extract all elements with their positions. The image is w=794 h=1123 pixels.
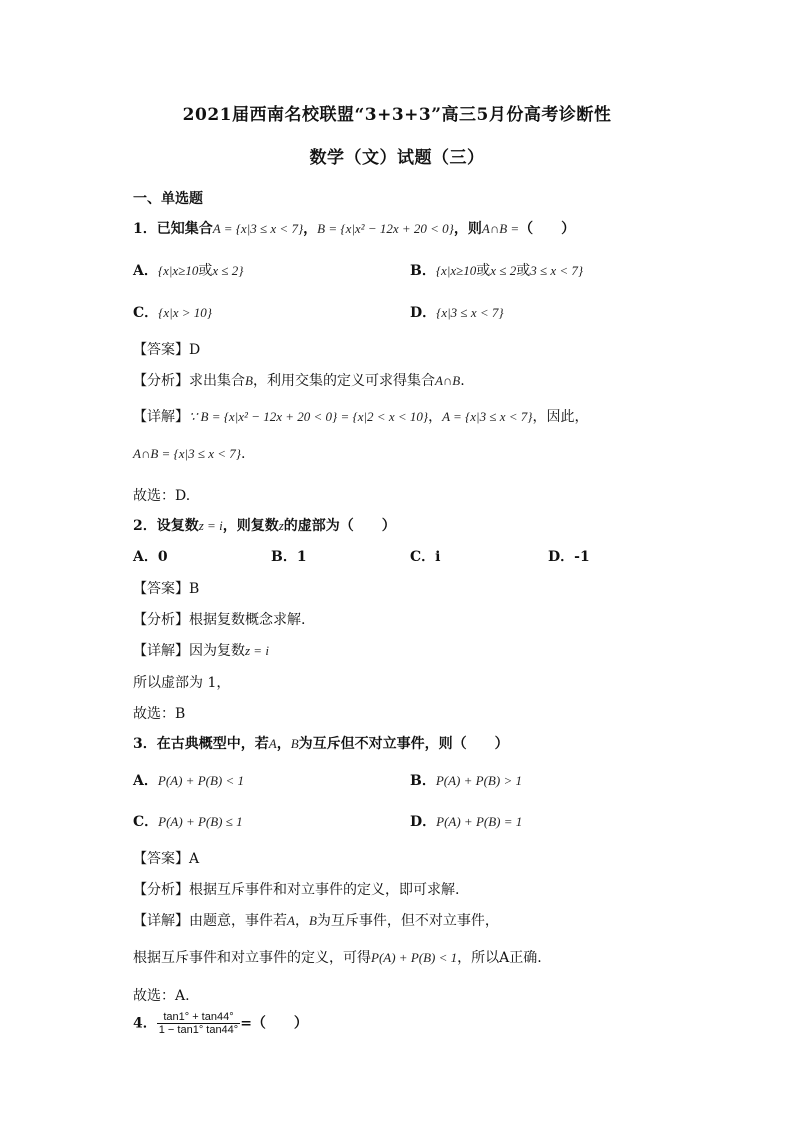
q2-option-a: A．0 xyxy=(133,549,168,565)
detail-text: ，所以A正确. xyxy=(457,950,542,966)
answer-value: B xyxy=(189,581,200,597)
answer-value: A xyxy=(189,851,200,867)
q4-stem xyxy=(133,1011,308,1036)
detail-tag: 【详解】 xyxy=(133,409,189,425)
q2-answer xyxy=(133,578,199,598)
option-math: 3 ≤ x < 7} xyxy=(530,263,584,278)
option-label: D． xyxy=(410,305,437,321)
q1-stem-text: 1．已知集合 xyxy=(133,221,213,237)
detail-text: 因为复数 xyxy=(189,643,245,659)
q1-answer xyxy=(133,339,200,359)
q1-option-b xyxy=(410,260,583,280)
q3-option-b xyxy=(410,770,522,790)
q1-option-d xyxy=(410,302,504,322)
q1-set-b: B = {x|x² − 12x + 20 < 0} xyxy=(317,221,454,236)
q3-analysis xyxy=(133,879,459,899)
q2-stem-text: 2．设复数 xyxy=(133,518,199,534)
q1-option-c xyxy=(133,302,212,322)
detail-text: ， xyxy=(294,913,309,929)
q1-detail xyxy=(133,406,588,426)
option-math: P(A) + P(B) = 1 xyxy=(436,814,523,829)
option-label: C． xyxy=(133,305,159,321)
q2-math: z xyxy=(278,518,284,533)
option-math: {x|x≥10 xyxy=(157,263,199,278)
analysis-text: 根据互斥事件和对立事件的定义，即可求解. xyxy=(189,882,460,898)
section-heading: 一、单选题 xyxy=(133,191,203,207)
analysis-math: B xyxy=(245,373,253,388)
q2-stem-text: 的虚部为（ ） xyxy=(283,518,396,534)
q1-analysis xyxy=(133,370,465,390)
q3-math: B xyxy=(290,736,299,751)
q3-option-c xyxy=(133,811,243,831)
option-text: 或 xyxy=(198,263,213,279)
detail-math: ∵ B = {x|x² − 12x + 20 < 0} = {x|2 < x < 10} xyxy=(189,409,429,424)
detail-text: ， xyxy=(428,409,443,425)
q3-math: A xyxy=(268,736,277,751)
option-math: {x|x > 10} xyxy=(158,305,212,320)
analysis-text: 根据复数概念求解. xyxy=(189,612,306,628)
option-math: x ≤ 2 xyxy=(490,263,517,278)
analysis-tag: 【分析】 xyxy=(133,373,189,389)
q1-intersection: A∩B = xyxy=(481,221,520,236)
q1-option-a xyxy=(133,260,243,280)
q3-stem xyxy=(133,733,509,753)
option-label: A． xyxy=(133,773,158,789)
q1-stem xyxy=(133,218,575,238)
option-label: A． xyxy=(133,263,158,279)
q4-label: 4． xyxy=(133,1015,157,1032)
q3-stem-text: 为互斥但不对立事件，则（ ） xyxy=(298,736,509,752)
q2-detail-line2: 所以虚部为 1， xyxy=(133,675,231,691)
q3-option-d xyxy=(410,811,522,831)
answer-tag: 【答案】 xyxy=(133,581,189,597)
option-label: B． xyxy=(410,773,436,789)
detail-math: A = {x|3 ≤ x < 7} xyxy=(442,409,533,424)
option-math: {x|x≥10 xyxy=(435,263,477,278)
q3-option-a xyxy=(133,770,244,790)
option-label: B． xyxy=(410,263,436,279)
paper-title-line2: 数学（文）试题（三） xyxy=(309,148,485,168)
fraction-numerator: tan1° + tan44° xyxy=(157,1011,240,1024)
detail-math: B xyxy=(308,913,317,928)
q2-math: z = i xyxy=(198,518,223,533)
q3-choice: 故选：A. xyxy=(133,988,190,1004)
option-math: P(A) + P(B) > 1 xyxy=(435,773,522,788)
q3-detail-line2 xyxy=(133,947,542,967)
detail-text: ，因此， xyxy=(532,409,589,425)
q2-detail xyxy=(133,640,269,660)
analysis-tag: 【分析】 xyxy=(133,882,189,898)
detail-math: z = i xyxy=(245,643,269,658)
analysis-math: A∩B xyxy=(434,373,461,388)
q1-then: ，则 xyxy=(453,221,482,237)
detail-math: P(A) + P(B) < 1 xyxy=(371,950,458,965)
analysis-text: 求出集合 xyxy=(189,373,245,389)
detail-math: A xyxy=(287,913,295,928)
q3-answer xyxy=(133,848,199,868)
fraction-denominator: 1 − tan1° tan44° xyxy=(158,1024,239,1036)
option-label: C． xyxy=(133,814,159,830)
option-text: 或 xyxy=(516,263,531,279)
q1-sep: ， xyxy=(303,221,318,237)
detail-text: 由题意，事件若 xyxy=(189,913,287,929)
analysis-tag: 【分析】 xyxy=(133,612,189,628)
q2-stem xyxy=(133,515,396,535)
detail-text: 为互斥事件，但不对立事件， xyxy=(316,913,499,929)
detail-text: 根据互斥事件和对立事件的定义，可得 xyxy=(133,950,371,966)
option-text: 或 xyxy=(476,263,491,279)
option-math: x ≤ 2} xyxy=(212,263,244,278)
q1-detail-cont xyxy=(133,446,245,462)
option-label: D． xyxy=(410,814,437,830)
q3-stem-text: 3．在古典概型中，若 xyxy=(133,736,269,752)
q2-analysis xyxy=(133,609,305,629)
detail-tag: 【详解】 xyxy=(133,913,189,929)
option-math: P(A) + P(B) < 1 xyxy=(157,773,244,788)
q4-fraction xyxy=(157,1011,240,1036)
q4-blank: =（ ） xyxy=(240,1015,308,1032)
option-math: {x|3 ≤ x < 7} xyxy=(436,305,504,320)
detail-text: . xyxy=(240,446,246,462)
q2-option-c: C．i xyxy=(410,549,441,565)
option-math: P(A) + P(B) ≤ 1 xyxy=(158,814,243,829)
answer-tag: 【答案】 xyxy=(133,851,189,867)
q1-blank: （ ） xyxy=(519,221,576,237)
analysis-text: ，利用交集的定义可求得集合 xyxy=(252,373,435,389)
q3-detail xyxy=(133,910,499,930)
q1-set-a: A = {x|3 ≤ x < 7} xyxy=(212,221,304,236)
q2-stem-text: ，则复数 xyxy=(222,518,279,534)
answer-tag: 【答案】 xyxy=(133,342,189,358)
q1-choice: 故选：D. xyxy=(133,488,191,504)
q2-option-d: D．-1 xyxy=(548,549,590,565)
q2-choice: 故选：B xyxy=(133,706,186,722)
detail-math: A∩B = {x|3 ≤ x < 7} xyxy=(133,446,241,461)
answer-value: D xyxy=(189,342,201,358)
paper-title-line1: 2021届西南名校联盟“3+3+3”高三5月份高考诊断性 xyxy=(182,105,612,125)
analysis-text: . xyxy=(460,373,465,389)
q3-stem-text: ， xyxy=(276,736,291,752)
detail-tag: 【详解】 xyxy=(133,643,189,659)
q2-option-b: B．1 xyxy=(271,549,307,565)
